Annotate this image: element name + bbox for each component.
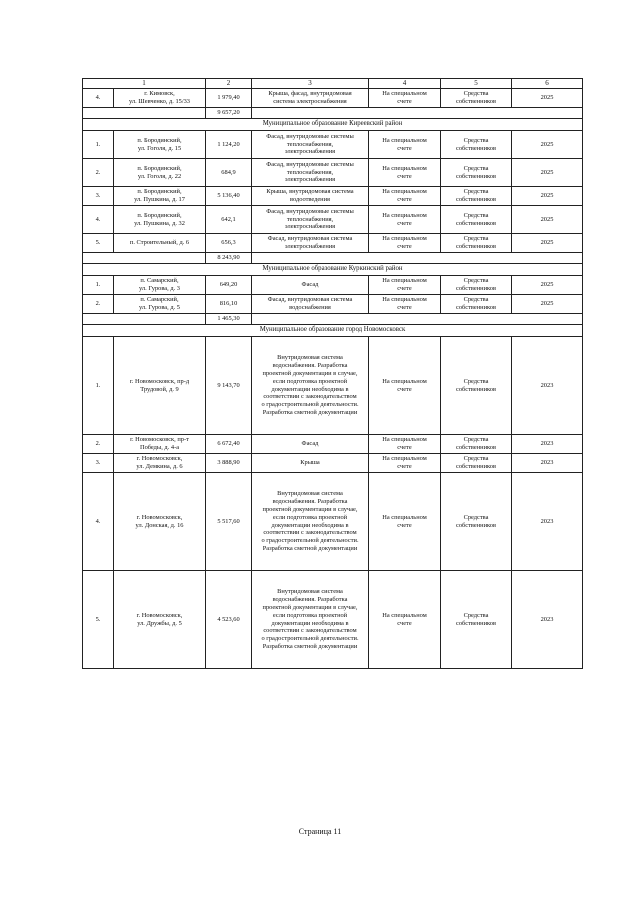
funding-source-cell: Средства собственников: [441, 206, 512, 234]
cost-cell: 1 124,20: [206, 131, 252, 159]
total-cost-cell: 1 465,30: [206, 314, 252, 325]
cost-cell: 9 143,70: [206, 337, 252, 435]
section-title: Муниципальное образование Киреевский район: [83, 119, 583, 131]
funding-source-cell: Средства собственников: [441, 454, 512, 473]
address-cell: г. Новомосковск, пр-д Трудовой, д. 9: [114, 337, 206, 435]
cost-cell: 684,9: [206, 159, 252, 187]
section-title-row: [83, 264, 583, 276]
address-cell: п. Бородинский, ул. Пушкина, д. 17: [114, 187, 206, 206]
row-number: 5.: [83, 571, 114, 669]
works-cell: Внутридомовая система водоснабжения. Разработка проектной документации в случае, если подготовка проектной документации необходима в соответствии с законодательством о градостроительной деятельности. Разработка сметной документации: [252, 571, 369, 669]
method-cell: На специальном счете: [369, 131, 441, 159]
works-cell: Крыша: [252, 454, 369, 473]
works-cell: Крыша, фасад, внутридомовая система электроснабжения: [252, 89, 369, 108]
address-cell: п. Строительный, д. 6: [114, 234, 206, 253]
funding-source-cell: Средства собственников: [441, 337, 512, 435]
empty-cell: [83, 108, 206, 119]
works-cell: Крыша, внутридомовая система водоотведения: [252, 187, 369, 206]
row-number: 5.: [83, 234, 114, 253]
year-cell: 2025: [512, 276, 583, 295]
funding-source-cell: Средства собственников: [441, 131, 512, 159]
method-cell: На специальном счете: [369, 187, 441, 206]
cost-cell: 656,3: [206, 234, 252, 253]
table-row: [83, 234, 583, 253]
empty-cell: [83, 253, 206, 264]
year-cell: 2025: [512, 131, 583, 159]
repair-program-table: [82, 78, 583, 669]
year-cell: 2023: [512, 435, 583, 454]
table-row: [83, 473, 583, 571]
cost-cell: 6 672,40: [206, 435, 252, 454]
method-cell: На специальном счете: [369, 234, 441, 253]
table-row: [83, 276, 583, 295]
cost-cell: 649,20: [206, 276, 252, 295]
table-row: [83, 571, 583, 669]
cost-cell: 5 517,60: [206, 473, 252, 571]
total-row: [83, 314, 583, 325]
total-row: [83, 108, 583, 119]
method-cell: На специальном счете: [369, 473, 441, 571]
row-number: 1.: [83, 131, 114, 159]
empty-cell: [252, 108, 583, 119]
method-cell: На специальном счете: [369, 435, 441, 454]
year-cell: 2023: [512, 473, 583, 571]
address-cell: г. Новомосковск, ул. Донская, д. 16: [114, 473, 206, 571]
method-cell: На специальном счете: [369, 571, 441, 669]
funding-source-cell: Средства собственников: [441, 435, 512, 454]
address-cell: г. Новомосковск, пр-т Победы, д. 4-а: [114, 435, 206, 454]
works-cell: Фасад: [252, 435, 369, 454]
year-cell: 2023: [512, 337, 583, 435]
cost-cell: 5 136,40: [206, 187, 252, 206]
section-title: Муниципальное образование Куркинский район: [83, 264, 583, 276]
column-header: 1: [83, 79, 206, 89]
method-cell: На специальном счете: [369, 206, 441, 234]
row-number: 4.: [83, 89, 114, 108]
year-cell: 2023: [512, 571, 583, 669]
cost-cell: 1 979,40: [206, 89, 252, 108]
table-row: [83, 337, 583, 435]
empty-cell: [252, 253, 583, 264]
method-cell: На специальном счете: [369, 337, 441, 435]
year-cell: 2025: [512, 187, 583, 206]
column-header: 2: [206, 79, 252, 89]
works-cell: Внутридомовая система водоснабжения. Разработка проектной документации в случае, если подготовка проектной документации необходима в соответствии с законодательством о градостроительной деятельности. Разработка сметной документации: [252, 473, 369, 571]
table-row: [83, 131, 583, 159]
row-number: 2.: [83, 159, 114, 187]
column-header: 5: [441, 79, 512, 89]
year-cell: 2025: [512, 206, 583, 234]
funding-source-cell: Средства собственников: [441, 295, 512, 314]
works-cell: Фасад, внутридомовые системы теплоснабжения, электроснабжения: [252, 206, 369, 234]
address-cell: п. Самарский, ул. Гурова, д. 3: [114, 276, 206, 295]
funding-source-cell: Средства собственников: [441, 571, 512, 669]
method-cell: На специальном счете: [369, 89, 441, 108]
year-cell: 2025: [512, 295, 583, 314]
funding-source-cell: Средства собственников: [441, 159, 512, 187]
address-cell: г. Новомосковск, ул. Демкина, д. 6: [114, 454, 206, 473]
section-title-row: [83, 325, 583, 337]
year-cell: 2025: [512, 89, 583, 108]
works-cell: Фасад, внутридомовая система электроснабжения: [252, 234, 369, 253]
address-cell: г. Кимовск, ул. Шевченко, д. 15/33: [114, 89, 206, 108]
table-row: [83, 187, 583, 206]
funding-source-cell: Средства собственников: [441, 234, 512, 253]
row-number: 2.: [83, 295, 114, 314]
cost-cell: 642,1: [206, 206, 252, 234]
column-header: 3: [252, 79, 369, 89]
works-cell: Фасад, внутридомовые системы теплоснабжения, электроснабжения: [252, 131, 369, 159]
funding-source-cell: Средства собственников: [441, 187, 512, 206]
works-cell: Фасад, внутридомовая система водоснабжения: [252, 295, 369, 314]
table-row: [83, 295, 583, 314]
address-cell: п. Самарский, ул. Гурова, д. 5: [114, 295, 206, 314]
table-row: [83, 159, 583, 187]
total-cost-cell: 8 243,90: [206, 253, 252, 264]
address-cell: п. Бородинский, ул. Гоголя, д. 15: [114, 131, 206, 159]
row-number: 4.: [83, 206, 114, 234]
method-cell: На специальном счете: [369, 454, 441, 473]
address-cell: п. Бородинский, ул. Гоголя, д. 22: [114, 159, 206, 187]
empty-cell: [252, 314, 583, 325]
year-cell: 2025: [512, 234, 583, 253]
total-row: [83, 253, 583, 264]
table-row: [83, 454, 583, 473]
funding-source-cell: Средства собственников: [441, 276, 512, 295]
table-row: [83, 89, 583, 108]
empty-cell: [83, 314, 206, 325]
row-number: 1.: [83, 276, 114, 295]
cost-cell: 4 523,60: [206, 571, 252, 669]
column-header: 4: [369, 79, 441, 89]
section-title: Муниципальное образование город Новомосковск: [83, 325, 583, 337]
table-row: [83, 435, 583, 454]
works-cell: Фасад, внутридомовые системы теплоснабжения, электроснабжения: [252, 159, 369, 187]
total-cost-cell: 9 657,20: [206, 108, 252, 119]
section-title-row: [83, 119, 583, 131]
year-cell: 2025: [512, 159, 583, 187]
row-number: 4.: [83, 473, 114, 571]
row-number: 3.: [83, 187, 114, 206]
funding-source-cell: Средства собственников: [441, 89, 512, 108]
row-number: 3.: [83, 454, 114, 473]
method-cell: На специальном счете: [369, 159, 441, 187]
row-number: 2.: [83, 435, 114, 454]
works-cell: Фасад: [252, 276, 369, 295]
cost-cell: 816,10: [206, 295, 252, 314]
year-cell: 2023: [512, 454, 583, 473]
table-row: [83, 206, 583, 234]
row-number: 1.: [83, 337, 114, 435]
method-cell: На специальном счете: [369, 295, 441, 314]
column-header: 6: [512, 79, 583, 89]
address-cell: г. Новомосковск, ул. Дружбы, д. 5: [114, 571, 206, 669]
address-cell: п. Бородинский, ул. Пушкина, д. 32: [114, 206, 206, 234]
method-cell: На специальном счете: [369, 276, 441, 295]
page-number: Страница 11: [298, 827, 342, 836]
column-number-row: [83, 79, 583, 89]
funding-source-cell: Средства собственников: [441, 473, 512, 571]
works-cell: Внутридомовая система водоснабжения. Разработка проектной документации в случае, если подготовка проектной документации необходима в соответствии с законодательством о градостроительной деятельности. Разработка сметной документации: [252, 337, 369, 435]
cost-cell: 3 888,90: [206, 454, 252, 473]
